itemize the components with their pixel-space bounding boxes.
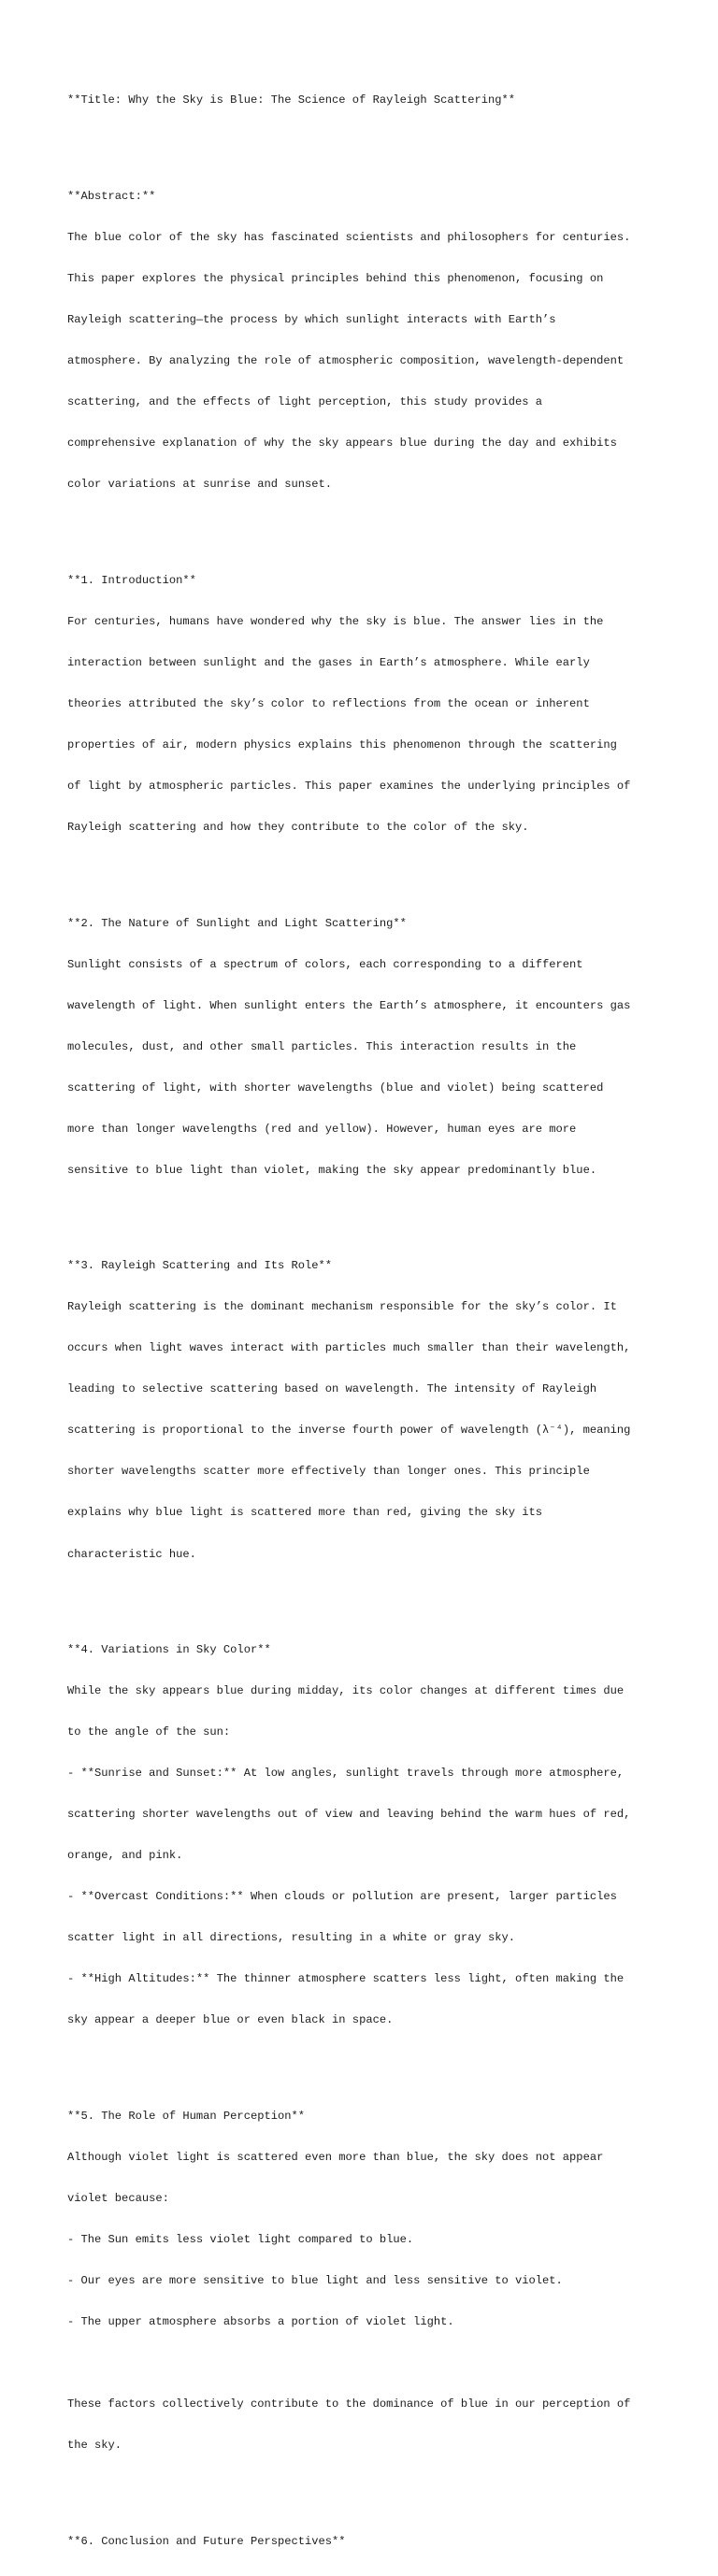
blank-line [67,862,630,876]
section-heading-introduction: **1. Introduction** [67,573,196,587]
abstract-line: This paper explores the physical principles behind this phenomenon, focusing on [67,272,604,286]
section-line: shorter wavelengths scatter more effectively than longer ones. This principle [67,1465,590,1479]
blank-line [67,1205,630,1219]
abstract-line: The blue color of the sky has fascinated scientists and philosophers for centuries. [67,231,631,245]
abstract-heading: **Abstract:** [67,190,156,204]
section-line: of light by atmospheric particles. This paper examines the underlying principles of [67,779,631,793]
section-line: more than longer wavelengths (red and yellow). However, human eyes are more [67,1122,577,1136]
section-line: scattering of light, with shorter wavelengths (blue and violet) being scattered [67,1080,604,1095]
blank-line [67,2356,630,2370]
section-line: Rayleigh scattering and how they contribute to the color of the sky. [67,820,529,834]
section-line: - **Overcast Conditions:** When clouds or pollution are present, larger particles [67,1890,617,1904]
blank-line [67,519,630,533]
section-heading-conclusion: **6. Conclusion and Future Perspectives** [67,2534,346,2548]
section-line: While the sky appears blue during midday, its color changes at different times due [67,1684,625,1698]
section-line: the sky. [67,2439,122,2453]
section-line: explains why blue light is scattered more than red, giving the sky its [67,1506,543,1520]
section-line: These factors collectively contribute to the dominance of blue in our perception of [67,2397,631,2411]
section-line: occurs when light waves interact with particles much smaller than their wavelength, [67,1341,631,1355]
abstract-line: atmosphere. By analyzing the role of atmospheric composition, wavelength-dependent [67,354,625,368]
section-line: molecules, dust, and other small particles. This interaction results in the [67,1039,577,1053]
document-body [67,66,630,2576]
abstract-line: color variations at sunrise and sunset. [67,478,333,492]
document-title: **Title: Why the Sky is Blue: The Science of Rayleigh Scattering** [67,93,515,107]
section-line: Although violet light is scattered even more than blue, the sky does not appear [67,2151,604,2165]
section-line: - The Sun emits less violet light compared to blue. [67,2233,414,2247]
section-line: - **High Altitudes:** The thinner atmosphere scatters less light, often making the [67,1972,625,1986]
section-line: For centuries, humans have wondered why the sky is blue. The answer lies in the [67,614,604,628]
section-heading-perception: **5. The Role of Human Perception** [67,2110,306,2124]
section-line: scattering shorter wavelengths out of view and leaving behind the warm hues of red, [67,1808,631,1822]
blank-line [67,2054,630,2068]
blank-line [67,2480,630,2494]
section-line: scatter light in all directions, resulting in a white or gray sky. [67,1931,515,1945]
section-line: properties of air, modern physics explains this phenomenon through the scattering [67,737,617,751]
section-heading-variations: **4. Variations in Sky Color** [67,1643,271,1657]
abstract-line: comprehensive explanation of why the sky appears blue during the day and exhibits [67,436,617,451]
section-line: - **Sunrise and Sunset:** At low angles, sunlight travels through more atmosphere, [67,1767,625,1781]
section-line: to the angle of the sun: [67,1725,231,1739]
section-line: theories attributed the sky’s color to reflections from the ocean or inherent [67,696,590,710]
section-line: sensitive to blue light than violet, making the sky appear predominantly blue. [67,1163,597,1177]
section-line: interaction between sunlight and the gases in Earth’s atmosphere. While early [67,655,590,669]
section-line: leading to selective scattering based on wavelength. The intensity of Rayleigh [67,1382,597,1396]
abstract-line: Rayleigh scattering—the process by which sunlight interacts with Earth’s [67,313,556,327]
section-line: sky appear a deeper blue or even black in space. [67,2013,394,2027]
section-line: violet because: [67,2192,169,2206]
blank-line [67,1589,630,1603]
section-heading-sunlight: **2. The Nature of Sunlight and Light Scattering** [67,916,407,930]
section-line: - The upper atmosphere absorbs a portion of violet light. [67,2315,454,2329]
section-line: Rayleigh scattering is the dominant mechanism responsible for the sky’s color. It [67,1300,617,1314]
section-line: wavelength of light. When sunlight enters the Earth’s atmosphere, it encounters gas [67,998,631,1012]
blank-line [67,135,630,149]
section-heading-rayleigh: **3. Rayleigh Scattering and Its Role** [67,1259,333,1273]
section-line: Sunlight consists of a spectrum of colors, each corresponding to a different [67,957,583,971]
section-line: orange, and pink. [67,1849,183,1863]
abstract-line: scattering, and the effects of light perception, this study provides a [67,395,543,409]
section-line: scattering is proportional to the inverse fourth power of wavelength (λ⁻⁴), meaning [67,1424,631,1438]
section-line: characteristic hue. [67,1547,196,1561]
section-line: - Our eyes are more sensitive to blue light and less sensitive to violet. [67,2274,563,2288]
